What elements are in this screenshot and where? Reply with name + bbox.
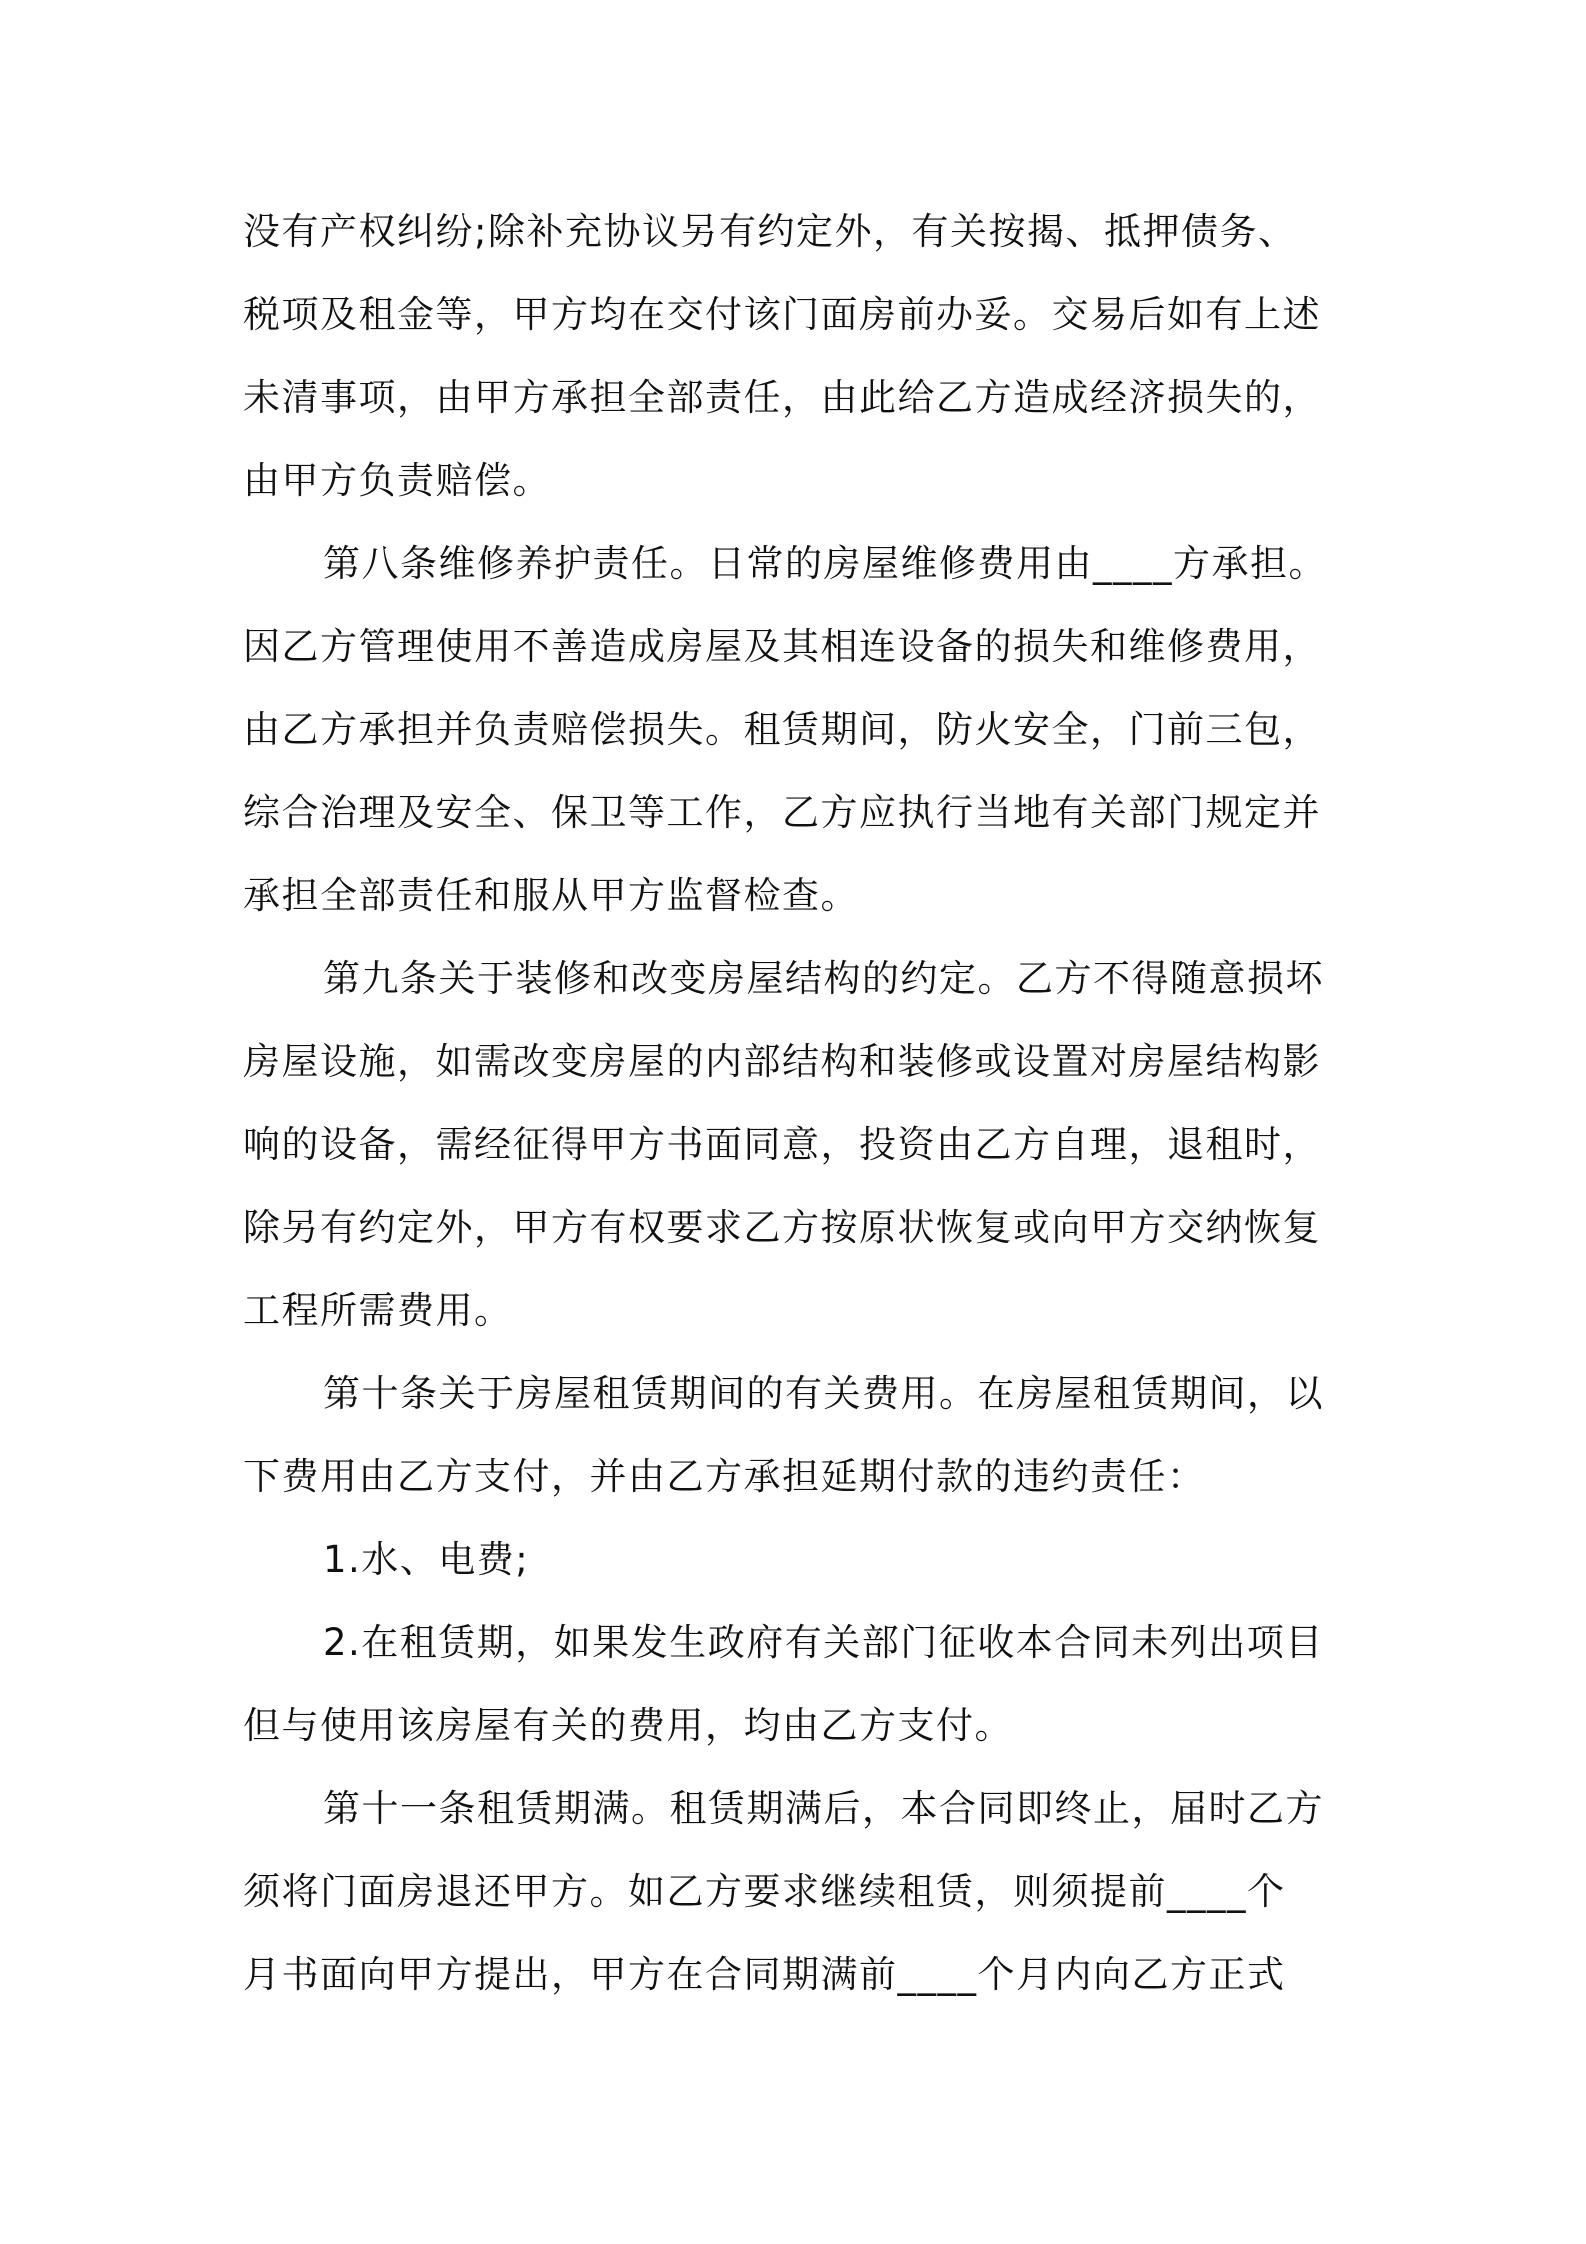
text-line: 第十一条租赁期满。租赁期满后，本合同即终止，届时乙方 — [323, 1787, 1324, 1830]
text-line: 未清事项，由甲方承担全部责任，由此给乙方造成经济损失的， — [243, 376, 1321, 419]
text-line: 综合治理及安全、保卫等工作，乙方应执行当地有关部门规定并 — [243, 791, 1321, 834]
text-line: 由乙方承担并负责赔偿损失。租赁期间，防火安全，门前三包， — [243, 708, 1321, 751]
text-line: 月书面向甲方提出，甲方在合同期满前____个月内向乙方正式 — [243, 1953, 1286, 1996]
text-line: 没有产权纠纷;除补充协议另有约定外，有关按揭、抵押债务、 — [243, 210, 1297, 253]
text-line: 须将门面房退还甲方。如乙方要求继续租赁，则须提前____个 — [243, 1870, 1286, 1913]
text-line: 1.水、电费; — [323, 1538, 530, 1581]
text-line: 工程所需费用。 — [243, 1289, 513, 1332]
text-line: 房屋设施，如需改变房屋的内部结构和装修或设置对房屋结构影 — [243, 1040, 1321, 1083]
text-line: 除另有约定外，甲方有权要求乙方按原状恢复或向甲方交纳恢复 — [243, 1206, 1321, 1249]
text-line: 响的设备，需经征得甲方书面同意，投资由乙方自理，退租时， — [243, 1123, 1321, 1166]
text-line: 但与使用该房屋有关的费用，均由乙方支付。 — [243, 1704, 1013, 1747]
text-line: 由甲方负责赔偿。 — [243, 459, 551, 502]
text-line: 第八条维修养护责任。日常的房屋维修费用由____方承担。 — [323, 542, 1327, 585]
document-body — [243, 190, 1363, 2016]
text-line: 第十条关于房屋租赁期间的有关费用。在房屋租赁期间，以 — [323, 1372, 1324, 1415]
text-line: 承担全部责任和服从甲方监督检查。 — [243, 874, 859, 917]
text-line: 下费用由乙方支付，并由乙方承担延期付款的违约责任： — [243, 1455, 1206, 1498]
text-line: 第九条关于装修和改变房屋结构的约定。乙方不得随意损坏 — [323, 957, 1324, 1000]
text-line: 因乙方管理使用不善造成房屋及其相连设备的损失和维修费用， — [243, 625, 1321, 668]
text-line: 2.在租赁期，如果发生政府有关部门征收本合同未列出项目 — [323, 1621, 1324, 1664]
text-line: 税项及租金等，甲方均在交付该门面房前办妥。交易后如有上述 — [243, 293, 1321, 336]
